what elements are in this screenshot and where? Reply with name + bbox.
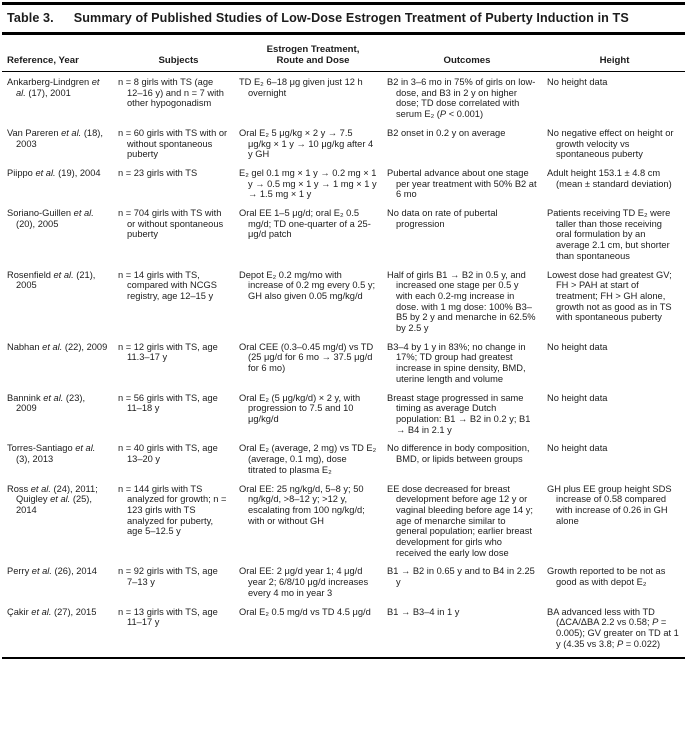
- cell-height: No height data: [547, 77, 608, 87]
- cell-height: Adult height 153.1 ± 4.8 cm (mean ± standard deviation): [547, 167, 672, 189]
- table-header-row: [0, 35, 687, 71]
- cell-height: Patients receiving TD E₂ were taller than those receiving oral formulation by an average 2.1 cm, but shorter than spontaneous: [547, 208, 671, 261]
- cell-treatment: E₂ gel 0.1 mg × 1 y → 0.2 mg × 1 y → 0.5 mg × 1 y → 1 mg × 1 y → 1.5 mg × 1 y: [239, 167, 377, 200]
- table-row: [0, 342, 687, 385]
- table-row: [0, 393, 687, 436]
- cell-treatment: Oral E₂ 0.5 mg/d vs TD 4.5 μg/d: [239, 606, 371, 617]
- column-header-estrogen-treatment: Estrogen Treatment, Route and Dose: [266, 44, 360, 66]
- cell-reference: Torres-Santiago et al. (3), 2013: [7, 443, 96, 465]
- cell-subjects: n = 13 girls with TS, age 11–17 y: [118, 606, 218, 628]
- cell-subjects: n = 56 girls with TS, age 11–18 y: [118, 392, 218, 414]
- cell-reference: Piippo et al. (19), 2004: [7, 167, 101, 178]
- column-header-subjects: Subjects: [158, 55, 199, 66]
- cell-treatment: Oral EE 1–5 μg/d; oral E₂ 0.5 mg/d; TD one-quarter of a 25-μg/d patch: [239, 208, 371, 240]
- cell-reference: Nabhan et al. (22), 2009: [7, 341, 108, 352]
- cell-height: GH plus EE group height SDS increase of 0.58 compared with increase of 0.26 in GH alone: [547, 483, 672, 526]
- table-caption: Summary of Published Studies of Low-Dose Estrogen Treatment of Puberty Induction in TS: [73, 11, 629, 25]
- cell-reference: Rosenfield et al. (21), 2005: [7, 269, 96, 291]
- cell-reference: Soriano-Guillen et al. (20), 2005: [7, 208, 94, 229]
- cell-subjects: n = 23 girls with TS: [118, 167, 198, 178]
- cell-treatment: Oral EE: 25 ng/kg/d, 5–8 y; 50 ng/kg/d, >8–12 y; >12 y, escalating from 100 ng/kg/d; with or without GH: [239, 483, 365, 526]
- cell-treatment: TD E₂ 6–18 μg given just 12 h overnight: [239, 77, 363, 98]
- cell-outcomes: Half of girls B1 → B2 in 0.5 y, and increased one stage per 0.5 y with each 0.2-mg increase in dose. with 1 mg dose: 100% B3–B5 by 2 y and menarche in 62.5% by 2.5 y: [387, 269, 536, 334]
- cell-subjects: n = 60 girls with TS with or without spontaneous puberty: [118, 127, 228, 160]
- table-row: [0, 443, 687, 475]
- table-number: Table 3.: [7, 11, 54, 25]
- cell-subjects: n = 704 girls with TS with or without spontaneous puberty: [118, 208, 224, 240]
- cell-height: BA advanced less with TD (ΔCA/ΔBA 2.2 vs 0.58; P = 0.005); GV greater on TD at 1 y (4.35 vs 3.8; P = 0.022): [547, 606, 679, 649]
- cell-outcomes: B2 onset in 0.2 y on average: [387, 127, 506, 138]
- cell-reference: Ankarberg-Lindgren et al. (17), 2001: [7, 77, 100, 98]
- cell-height: No height data: [547, 392, 608, 403]
- cell-outcomes: B1 → B3–4 in 1 y: [387, 606, 460, 617]
- cell-outcomes: B3–4 by 1 y in 83%; no change in 17%; TD group had greatest increase in spine density, BMD, uterine length and volume: [387, 341, 526, 384]
- cell-reference: Perry et al. (26), 2014: [7, 566, 97, 577]
- cell-treatment: Oral E₂ 5 μg/kg × 2 y → 7.5 μg/kg × 1 y → 10 μg/kg after 4 y GH: [239, 127, 374, 160]
- cell-treatment: Depot E₂ 0.2 mg/mo with increase of 0.2 mg every 0.5 y; GH also given 0.05 mg/kg/d: [239, 269, 376, 301]
- table-body: [0, 72, 687, 649]
- cell-subjects: n = 12 girls with TS, age 11.3–17 y: [118, 341, 218, 363]
- table-row: [0, 484, 687, 559]
- cell-outcomes: B1 → B2 in 0.65 y and to B4 in 2.25 y: [387, 566, 535, 588]
- table-title: [0, 5, 687, 32]
- column-header-outcomes: Outcomes: [443, 55, 491, 66]
- cell-reference: Ross et al. (24), 2011; Quigley et al. (25), 2014: [7, 483, 98, 515]
- cell-outcomes: EE dose decreased for breast development before age 12 y or vaginal bleeding before age 14 y; age of menarche similar to general population; earlier breast development for girls who received the early low dose: [387, 483, 533, 558]
- cell-subjects: n = 144 girls with TS analyzed for growth; n = 123 girls with TS analyzed for puberty, age 5–12.5 y: [118, 483, 227, 537]
- cell-height: No negative effect on height or growth velocity vs spontaneous puberty: [547, 127, 674, 160]
- table-row: [0, 208, 687, 262]
- cell-subjects: n = 8 girls with TS (age 12–16 y) and n = 7 with other hypogonadism: [118, 77, 224, 109]
- cell-subjects: n = 40 girls with TS, age 13–20 y: [118, 443, 218, 465]
- cell-treatment: Oral CEE (0.3–0.45 mg/d) vs TD (25 μg/d for 6 mo → 37.5 μg/d for 6 mo): [239, 341, 374, 374]
- cell-height: No height data: [547, 443, 608, 454]
- cell-outcomes: No data on rate of pubertal progression: [387, 208, 498, 229]
- cell-outcomes: No difference in body composition, BMD, or lipids between groups: [387, 443, 530, 465]
- cell-subjects: n = 92 girls with TS, age 7–13 y: [118, 566, 218, 588]
- cell-height: Growth reported to be not as good as with depot E₂: [547, 566, 666, 588]
- cell-height: Lowest dose had greatest GV; FH > PAH at start of treatment; FH > GH alone, growth not as good as in TS with spontaneous puberty: [547, 269, 672, 323]
- cell-outcomes: Pubertal advance about one stage per year treatment with 50% B2 at 6 mo: [387, 167, 537, 200]
- table-row: [0, 128, 687, 160]
- table-row: [0, 168, 687, 200]
- cell-treatment: Oral EE: 2 μg/d year 1; 4 μg/d year 2; 6/8/10 μg/d increases every 4 mo in year 3: [239, 566, 369, 598]
- cell-reference: Van Pareren et al. (18), 2003: [7, 127, 103, 149]
- table-row: [0, 607, 687, 650]
- cell-subjects: n = 14 girls with TS, compared with NCGS registry, age 12–15 y: [118, 269, 217, 301]
- cell-treatment: Oral E₂ (average, 2 mg) vs TD E₂ (average, 0.1 mg), dose titrated to plasma E₂: [239, 443, 377, 475]
- cell-outcomes: B2 in 3–6 mo in 75% of girls on low-dose, and B3 in 2 y on higher dose; TD dose correlated with serum E₂ (P < 0.001): [387, 77, 536, 120]
- cell-reference: Çakir et al. (27), 2015: [7, 606, 97, 617]
- table-row: [0, 77, 687, 120]
- cell-treatment: Oral E₂ (5 μg/kg/d) × 2 y, with progression to 7.5 and 10 μg/kg/d: [239, 392, 361, 424]
- column-header-height: Height: [599, 55, 630, 66]
- cell-outcomes: Breast stage progressed in same timing as average Dutch population: B1 → B2 in 0.2 y; B1 → B4 in 2.1 y: [387, 392, 531, 435]
- bottom-rule: [2, 657, 685, 659]
- table-row: [0, 270, 687, 334]
- column-header-reference-year: Reference, Year: [7, 55, 79, 66]
- cell-reference: Bannink et al. (23), 2009: [7, 392, 86, 414]
- cell-height: No height data: [547, 341, 608, 352]
- table-row: [0, 566, 687, 598]
